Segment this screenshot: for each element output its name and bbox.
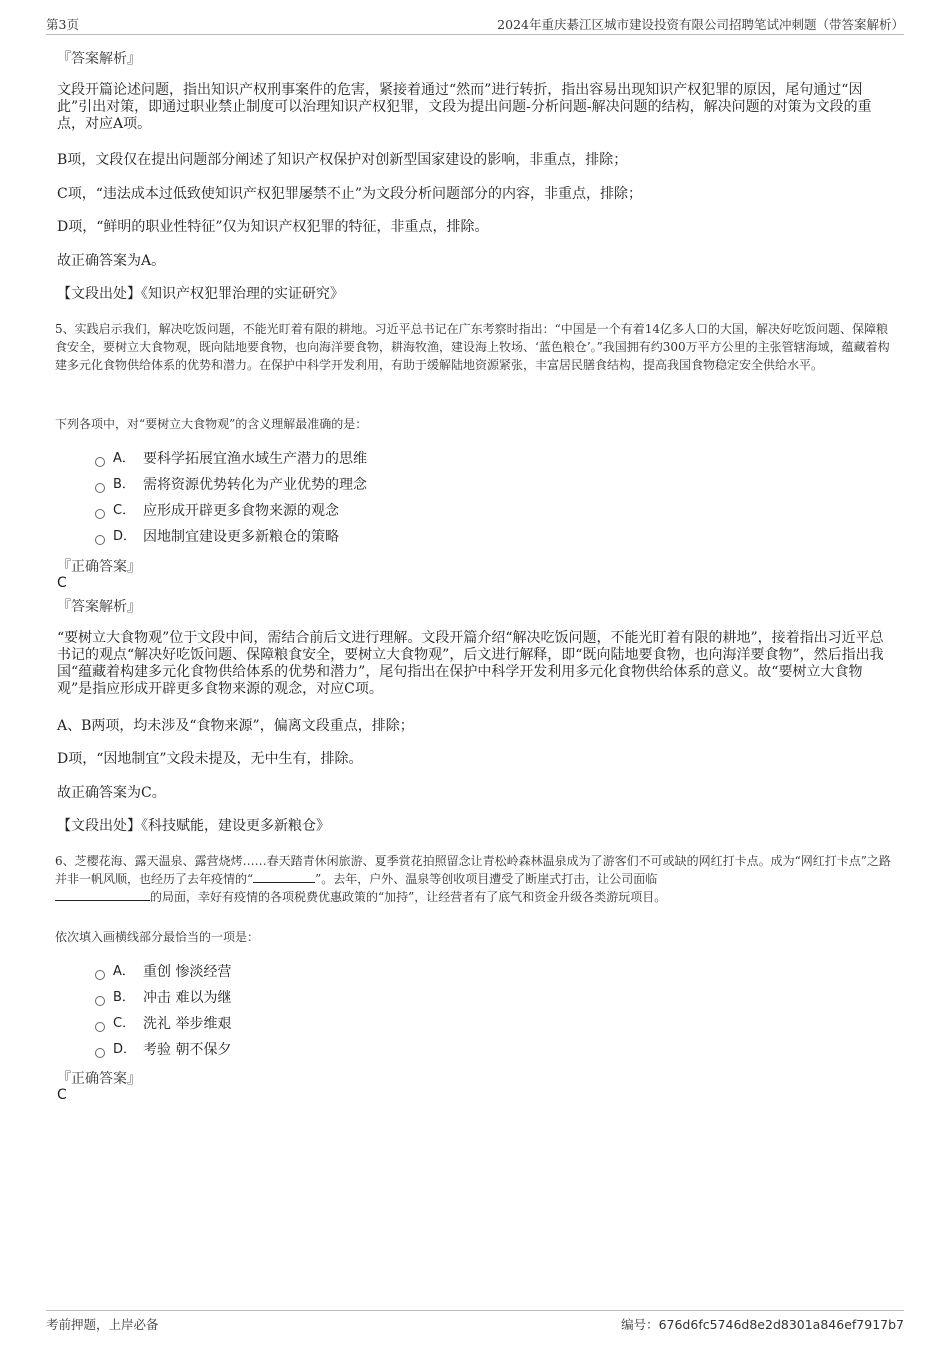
q4-option-c-analysis: C项，“违法成本过低致使知识产权犯罪屡禁不止”为文段分析问题部分的内容，非重点，排除； bbox=[57, 186, 643, 202]
option-letter: C． bbox=[113, 1016, 136, 1031]
q5-option-d[interactable] bbox=[95, 528, 339, 546]
footer-code bbox=[621, 1315, 904, 1333]
footer-slogan: 考前押题，上岸必备 bbox=[46, 1317, 159, 1332]
q5-analysis-label: 『答案解析』 bbox=[57, 599, 141, 615]
option-letter: B． bbox=[113, 477, 135, 492]
radio-icon[interactable] bbox=[95, 483, 105, 493]
q6-option-d[interactable] bbox=[95, 1041, 231, 1059]
q5-source: 【文段出处】《科技赋能，建设更多新粮仓》 bbox=[57, 818, 330, 834]
q4-option-d-analysis: D项，“鲜明的职业性特征”仅为知识产权犯罪的特征，非重点，排除。 bbox=[57, 219, 489, 235]
option-text: 重创 惨淡经营 bbox=[143, 964, 232, 980]
option-letter: A． bbox=[113, 964, 135, 979]
q6-stem-part3: 的局面，幸好有疫情的各项税费优惠政策的“加持”，让经营者有了底气和资金升级各类游玩项目。 bbox=[150, 890, 667, 904]
q6-option-a[interactable] bbox=[95, 963, 231, 981]
page-number: 第3页 bbox=[46, 17, 79, 32]
fill-blank-2 bbox=[55, 888, 150, 901]
option-text: 洗礼 举步维艰 bbox=[143, 1016, 232, 1032]
radio-icon[interactable] bbox=[95, 1022, 105, 1032]
option-text: 冲击 难以为继 bbox=[143, 990, 232, 1006]
q5-option-c[interactable] bbox=[95, 502, 339, 520]
option-text: 需将资源优势转化为产业优势的理念 bbox=[143, 477, 367, 493]
fill-blank-1 bbox=[253, 870, 315, 883]
q5-option-b[interactable] bbox=[95, 476, 367, 494]
page-header bbox=[46, 12, 904, 35]
option-text: 因地制宜建设更多新粮仓的策略 bbox=[143, 529, 339, 545]
option-text: 考验 朝不保夕 bbox=[143, 1042, 232, 1058]
q4-analysis-para: 文段开篇论述问题，指出知识产权刑事案件的危害，紧接着通过“然而”进行转折，指出容易出现知识产权犯罪的原因，尾句通过“因此”引出对策，即通过职业禁止制度可以治理知识产权犯罪，文段为提出问题-分析问题-解决问题的结构，解决问题的对策为文段的重点，对应A项。 bbox=[57, 82, 872, 132]
radio-icon[interactable] bbox=[95, 535, 105, 545]
option-letter: A． bbox=[113, 451, 135, 466]
radio-icon[interactable] bbox=[95, 509, 105, 519]
q5-analysis: “要树立大食物观”位于文段中间，需结合前后文进行理解。文段开篇介绍“解决吃饭问题，不能光盯着有限的耕地”，接着指出习近平总书记的观点“解决好吃饭问题、保障粮食安全，要树立大食物观”，后文进行解释，即“既向陆地要食物，也向海洋要食物”，然后指出我国“蕴藏着构建多元化食物供给体系的优势和潜力”，尾句指出在保护中科学开发利用多元化食物供给体系的意义。故“要树立大食物观”是指应形成开辟更多食物来源的观念，对应C项。 bbox=[57, 630, 884, 697]
option-text: 应形成开辟更多食物来源的观念 bbox=[143, 503, 339, 519]
q5-conclusion: 故正确答案为C。 bbox=[57, 785, 166, 801]
q6-answer: C bbox=[57, 1087, 67, 1103]
q4-analysis-label: 『答案解析』 bbox=[57, 51, 141, 67]
page-footer bbox=[46, 1310, 904, 1335]
radio-icon[interactable] bbox=[95, 457, 105, 467]
option-letter: D． bbox=[113, 1042, 137, 1057]
q6-stem bbox=[55, 852, 895, 906]
option-letter: B． bbox=[113, 990, 135, 1005]
q5-answer: C bbox=[57, 575, 67, 591]
code-label: 编号： bbox=[621, 1317, 659, 1332]
q5-answer-label: 『正确答案』 bbox=[57, 559, 141, 575]
document-title: 2024年重庆綦江区城市建设投资有限公司招聘笔试冲刺题（带答案解析） bbox=[497, 17, 904, 32]
q4-option-b-analysis: B项，文段仅在提出问题部分阐述了知识产权保护对创新型国家建设的影响，非重点，排除； bbox=[57, 152, 628, 168]
option-letter: C． bbox=[113, 503, 136, 518]
option-text: 要科学拓展宜渔水域生产潜力的思维 bbox=[143, 451, 367, 467]
q5-option-ab-analysis: A、B两项，均未涉及“食物来源”，偏离文段重点，排除； bbox=[57, 718, 414, 734]
q4-source: 【文段出处】《知识产权犯罪治理的实证研究》 bbox=[57, 286, 344, 302]
q6-option-c[interactable] bbox=[95, 1015, 231, 1033]
q6-option-b[interactable] bbox=[95, 989, 231, 1007]
q5-option-a[interactable] bbox=[95, 450, 367, 468]
q6-question: 依次填入画横线部分最恰当的一项是： bbox=[55, 930, 260, 944]
q4-conclusion: 故正确答案为A。 bbox=[57, 253, 166, 269]
radio-icon[interactable] bbox=[95, 996, 105, 1006]
q5-question: 下列各项中，对“要树立大食物观”的含义理解最准确的是： bbox=[55, 417, 368, 431]
radio-icon[interactable] bbox=[95, 1048, 105, 1058]
option-letter: D． bbox=[113, 529, 137, 544]
q5-stem: 5、实践启示我们，解决吃饭问题，不能光盯着有限的耕地。习近平总书记在广东考察时指出：“中国是一个有着14亿多人口的大国，解决好吃饭问题、保障粮食安全，要树立大食物观，既向陆地要食物，也向海洋要食物，耕海牧渔，建设海上牧场、‘蓝色粮仓’。”我国拥有约300万平方公里的主张管辖海域，蕴藏着构建多元化食物供给体系的优势和潜力。在保护中科学开发利用，有助于缓解陆地资源紧张，丰富居民膳食结构，提高我国食物稳定安全供给水平。 bbox=[55, 322, 890, 372]
q6-stem-part2: ”。去年，户外、温泉等创收项目遭受了断崖式打击，让公司面临 bbox=[315, 872, 658, 886]
q6-stem-part1: 6、芝樱花海、露天温泉、露营烧烤……春天踏青休闲旅游、夏季赏花拍照留念让青松岭森林温泉成为了游客们不可或缺的网红打卡点。成为“网红打卡点”之路并非一帆风顺，也经历了去年疫情的“ bbox=[55, 854, 891, 886]
code-value: 676d6fc5746d8e2d8301a846ef7917b7 bbox=[658, 1317, 904, 1332]
q5-option-d-analysis: D项，“因地制宜”文段未提及，无中生有，排除。 bbox=[57, 751, 363, 767]
radio-icon[interactable] bbox=[95, 970, 105, 980]
q6-answer-label: 『正确答案』 bbox=[57, 1071, 141, 1087]
